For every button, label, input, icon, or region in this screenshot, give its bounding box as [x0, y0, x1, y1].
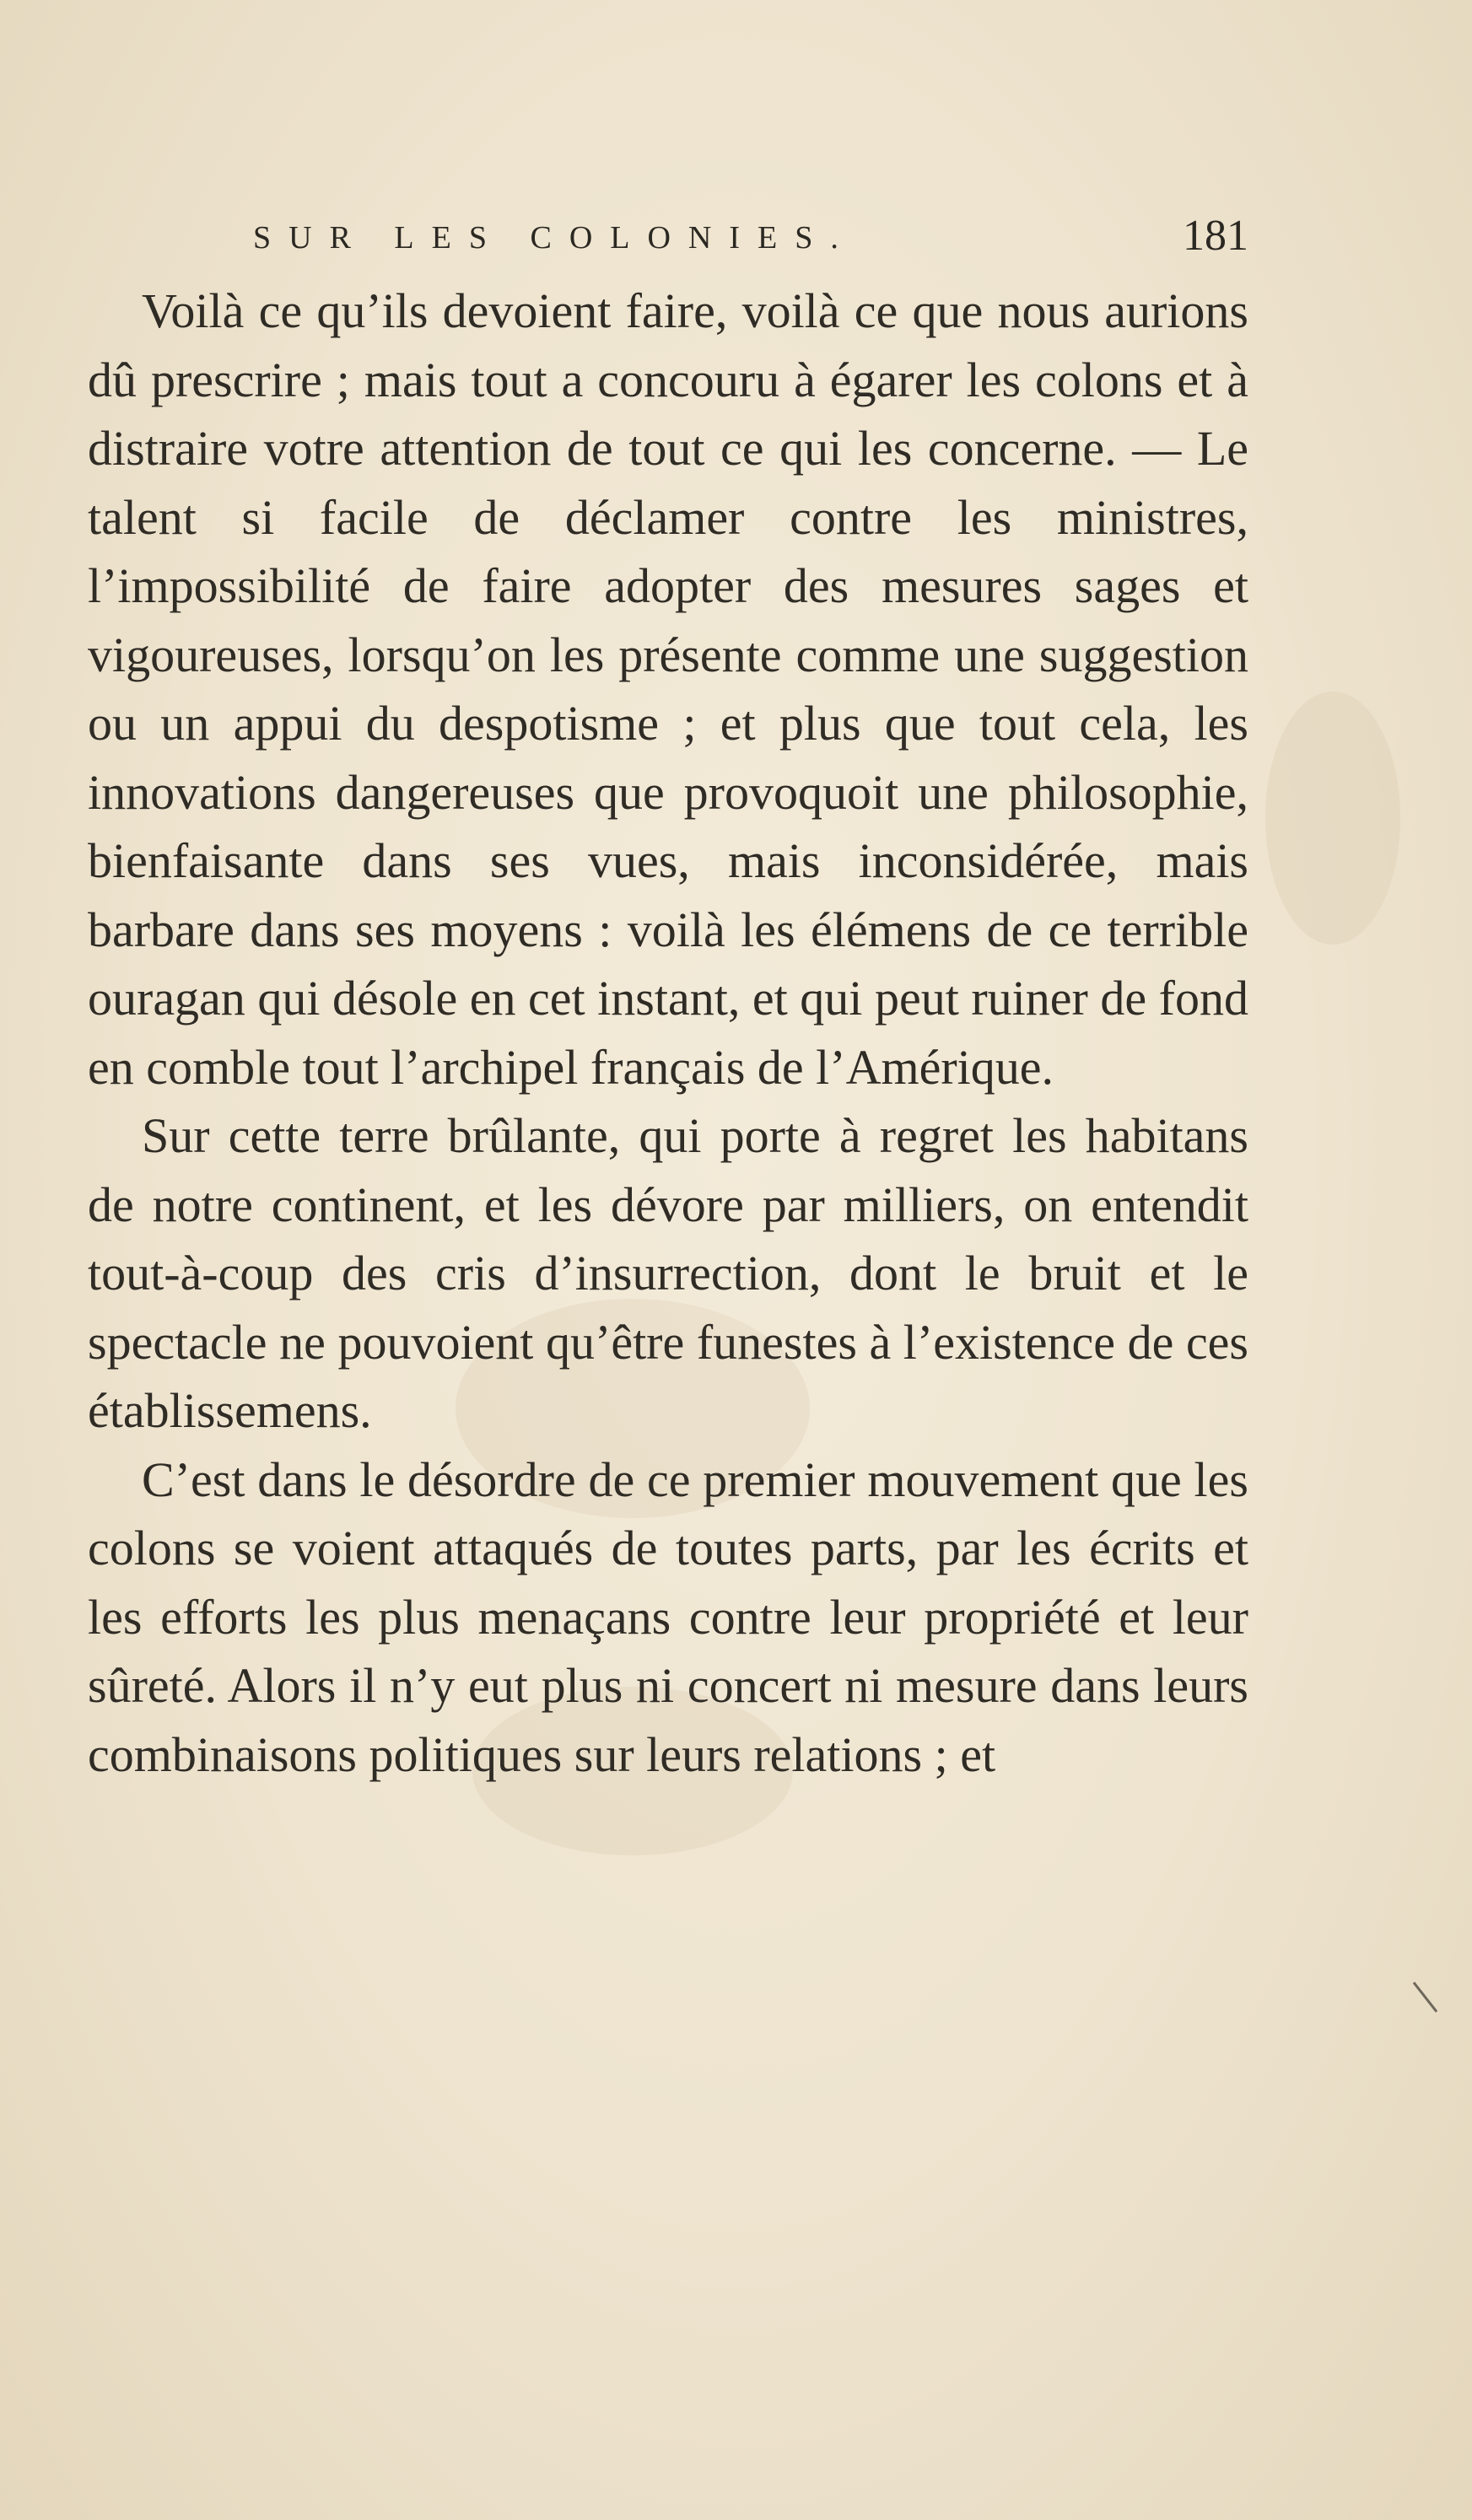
margin-mark	[1413, 1982, 1437, 2013]
running-header	[253, 211, 1248, 261]
paragraph: C’est dans le désordre de ce premier mouvement que les colons se voient attaqués de toutes parts, par les écrits et les efforts les plus menaçans contre leur propriété et leur sûreté. Alors il n’y eut plus ni concert ni mesure dans leurs combinaisons politiques sur leurs relations ; et	[88, 1451, 1248, 1782]
paragraph: Voilà ce qu’ils devoient faire, voilà ce que nous aurions dû prescrire ; mais tout a concouru à égarer les colons et à distraire votre attention de tout ce qui les concerne. — Le talent si facile de déclamer contre les ministres, l’impossibilité de faire adopter des mesures sages et vigoureuses, lorsqu’on les présente comme une suggestion ou un appui du despotisme ; et plus que tout cela, les innovations dangereuses que provoquoit une philosophie, bienfaisante dans ses vues, mais inconsidérée, mais barbare dans ses moyens : voilà les élémens de ce terrible ouragan qui désole en cet instant, et qui peut ruiner de fond en comble tout l’archipel français de l’Amérique.	[88, 283, 1248, 1095]
body-text	[88, 277, 1248, 1789]
paper-stain	[1265, 692, 1400, 945]
running-title: SUR LES COLONIES.	[253, 220, 856, 256]
page-number: 181	[1183, 212, 1248, 260]
paragraph: Sur cette terre brûlante, qui porte à regret les habitans de notre continent, et les dévore par milliers, on entendit tout-à-coup des cris d’insurrection, dont le bruit et le spectacle ne pouvoient qu’être funestes à l’existence de ces établissemens.	[88, 1108, 1248, 1438]
